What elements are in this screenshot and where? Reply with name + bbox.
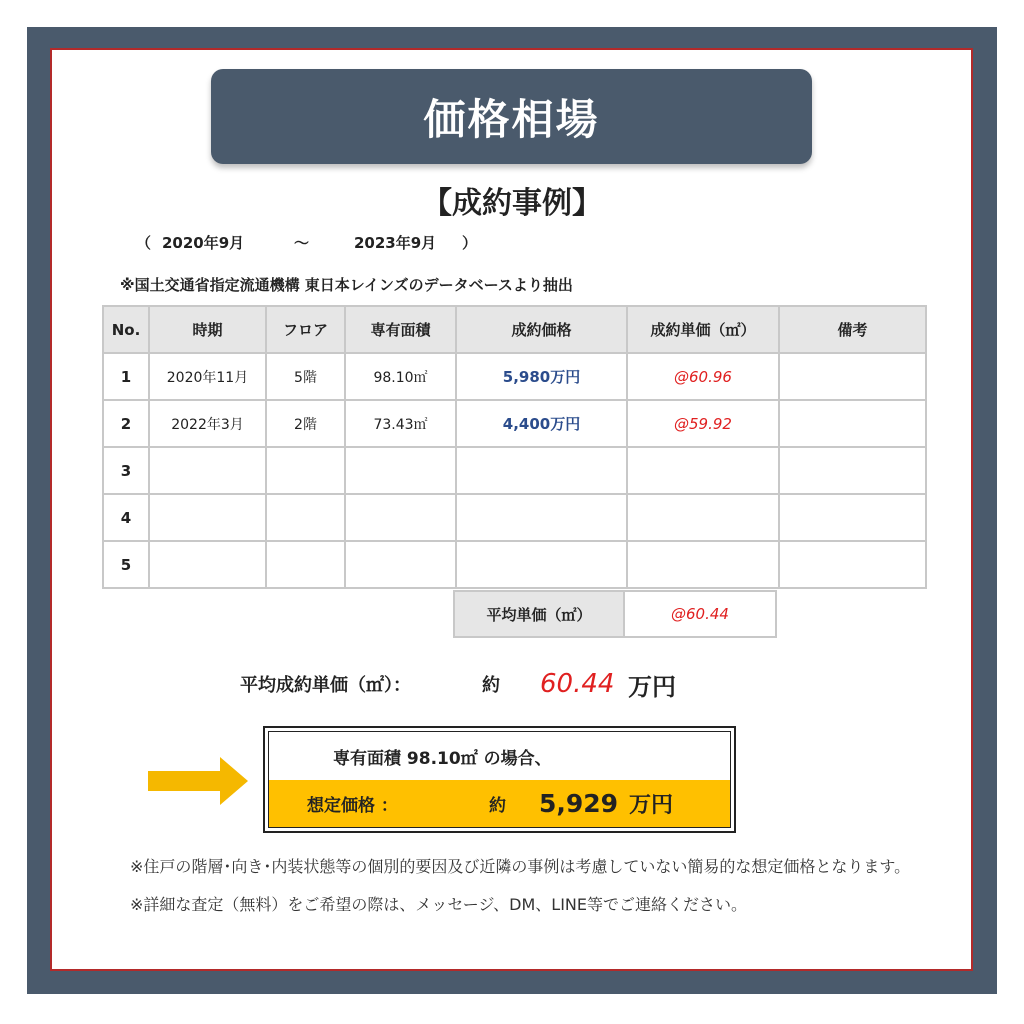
cell-area: 98.10㎡: [345, 353, 456, 400]
estimate-price-bar: [269, 780, 730, 827]
arrow-right-icon: [148, 757, 248, 805]
table-row: [103, 400, 926, 447]
estimate-box: [263, 726, 736, 833]
summary-label: 平均成約単価（㎡）：: [240, 675, 411, 696]
table-row: [103, 494, 926, 541]
cell-floor: 5階: [266, 353, 345, 400]
col-header-no: No.: [103, 306, 149, 353]
page-subtitle: 【成約事例】: [422, 186, 602, 221]
cell-no: 4: [103, 494, 149, 541]
period-open-paren: （: [136, 234, 152, 252]
cell-date: [149, 447, 266, 494]
summary-approx: 約: [482, 675, 500, 696]
cell-area: 73.43㎡: [345, 400, 456, 447]
page-title: 価格相場: [423, 94, 600, 144]
cell-date: [149, 494, 266, 541]
period-to: 2023年9月: [354, 234, 437, 252]
cell-unit-price: [627, 541, 779, 588]
cell-date: 2020年11月: [149, 353, 266, 400]
cell-price: [456, 541, 627, 588]
cell-unit-price: [627, 447, 779, 494]
cell-price: 5,980万円: [456, 353, 627, 400]
disclaimer-notes: [130, 855, 930, 917]
table-header-row: [103, 306, 926, 353]
average-unit-price-label: 平均単価（㎡）: [453, 590, 625, 638]
cell-floor: [266, 494, 345, 541]
cell-price: [456, 447, 627, 494]
cell-price: 4,400万円: [456, 400, 627, 447]
table-row: [103, 541, 926, 588]
cell-area: [345, 494, 456, 541]
col-header-unit-price: 成約単価（㎡）: [627, 306, 779, 353]
cell-note: [779, 400, 926, 447]
transaction-table: [102, 305, 927, 589]
cell-date: [149, 541, 266, 588]
summary-unit: 万円: [628, 672, 676, 701]
cell-note: [779, 447, 926, 494]
cell-no: 2: [103, 400, 149, 447]
col-header-date: 時期: [149, 306, 266, 353]
cell-note: [779, 494, 926, 541]
estimate-unit: 万円: [629, 793, 674, 818]
table-row: [103, 447, 926, 494]
cell-area: [345, 541, 456, 588]
period-range: [136, 232, 477, 253]
col-header-floor: フロア: [266, 306, 345, 353]
cell-date: 2022年3月: [149, 400, 266, 447]
cell-unit-price: [627, 494, 779, 541]
cell-area: [345, 447, 456, 494]
estimate-area-text: 専有面積 98.10㎡ の場合、: [333, 749, 552, 769]
average-summary: [240, 664, 676, 704]
cell-floor: [266, 447, 345, 494]
average-unit-price-value: @60.44: [623, 590, 777, 638]
col-header-area: 専有面積: [345, 306, 456, 353]
cell-note: [779, 541, 926, 588]
cell-unit-price: @59.92: [627, 400, 779, 447]
table-row: [103, 353, 926, 400]
col-header-note: 備考: [779, 306, 926, 353]
period-tilde: ～: [294, 234, 310, 252]
estimate-label: 想定価格 ：: [307, 796, 398, 816]
cell-no: 5: [103, 541, 149, 588]
source-note: ※国土交通省指定流通機構 東日本レインズのデータベースより抽出: [120, 276, 573, 294]
cell-price: [456, 494, 627, 541]
estimate-value: 5,929: [539, 789, 619, 818]
cell-floor: [266, 541, 345, 588]
period-from: 2020年9月: [162, 234, 245, 252]
disclaimer-note-1: ※住戸の階層･向き･内装状態等の個別的要因及び近隣の事例は考慮していない簡易的な想定価格となります。: [130, 857, 911, 876]
cell-floor: 2階: [266, 400, 345, 447]
cell-no: 3: [103, 447, 149, 494]
estimate-approx: 約: [489, 796, 506, 816]
cell-no: 1: [103, 353, 149, 400]
title-banner: [211, 69, 812, 164]
cell-unit-price: @60.96: [627, 353, 779, 400]
disclaimer-note-2: ※詳細な査定（無料）をご希望の際は、メッセージ、DM、LINE等でご連絡ください。: [130, 895, 748, 914]
period-close-paren: ）: [462, 234, 478, 252]
col-header-price: 成約価格: [456, 306, 627, 353]
cell-note: [779, 353, 926, 400]
summary-value: 60.44: [540, 669, 615, 699]
